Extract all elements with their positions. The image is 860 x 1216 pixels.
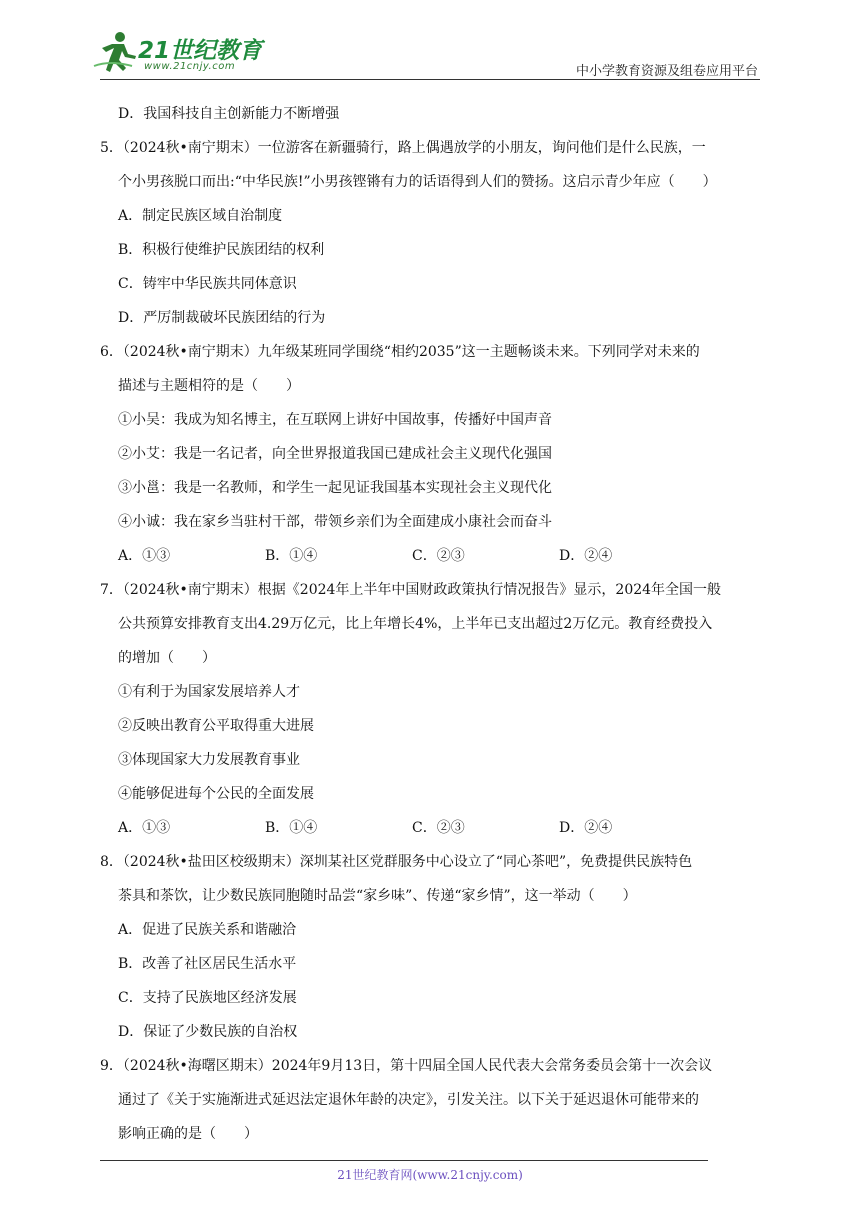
option-item: B．①④ — [265, 820, 318, 836]
text-line: ①有利于为国家发展培养人才 — [118, 684, 300, 700]
options-row — [100, 811, 768, 845]
text-line: B．改善了社区居民生活水平 — [118, 956, 297, 972]
question-stem-line: 9．（2024秋•海曙区期末）2024年9月13日，第十四届全国人民代表大会常务委员会第十一次会议 — [100, 1058, 713, 1074]
option-item: A．①③ — [118, 548, 171, 564]
option-item: A．①③ — [118, 820, 171, 836]
option-item: C．②③ — [412, 548, 465, 564]
options-row — [100, 539, 768, 573]
logo-url-text: www.21cnjy.com — [144, 61, 236, 72]
text-line: 影响正确的是（ ） — [118, 1126, 258, 1142]
text-line: D．我国科技自主创新能力不断增强 — [118, 106, 340, 122]
text-line: 个小男孩脱口而出:“中华民族!”小男孩铿锵有力的话语得到人们的赞扬。这启示青少年应（ ） — [118, 174, 717, 190]
text-line: ②反映出教育公平取得重大进展 — [118, 718, 314, 734]
footer-divider — [100, 1160, 708, 1161]
question-stem-line: 8．（2024秋•盐田区校级期末）深圳某社区党群服务中心设立了“同心茶吧”，免费提供民族特色 — [100, 854, 693, 870]
text-line: 的增加（ ） — [118, 650, 216, 666]
text-line: D．保证了少数民族的自治权 — [118, 1024, 298, 1040]
text-line: 通过了《关于实施渐进式延迟法定退休年龄的决定》，引发关注。以下关于延迟退休可能带来的 — [118, 1092, 699, 1108]
page-header — [0, 0, 860, 80]
text-line: D．严厉制裁破坏民族团结的行为 — [118, 310, 326, 326]
option-item: C．②③ — [412, 820, 465, 836]
runner-logo-icon — [92, 30, 140, 74]
option-item: D．②④ — [559, 548, 613, 564]
site-logo[interactable] — [92, 30, 272, 78]
option-item: D．②④ — [559, 820, 613, 836]
text-line: 公共预算安排教育支出4.29万亿元，比上年增长4%，上半年已支出超过2万亿元。教育经费投入 — [118, 616, 713, 632]
text-line: A．促进了民族关系和谐融洽 — [118, 922, 297, 938]
text-line: A．制定民族区域自治制度 — [118, 208, 283, 224]
text-line: ④能够促进每个公民的全面发展 — [118, 786, 314, 802]
text-line: ②小艾：我是一名记者，向全世界报道我国已建成社会主义现代化强国 — [118, 446, 552, 462]
header-divider — [100, 79, 760, 80]
text-line: ③体现国家大力发展教育事业 — [118, 752, 300, 768]
option-item: B．①④ — [265, 548, 318, 564]
text-line: ①小吴：我成为知名博主，在互联网上讲好中国故事，传播好中国声音 — [118, 412, 552, 428]
text-line: 茶具和茶饮，让少数民族同胞随时品尝“家乡味”、传递“家乡情”，这一举动（ ） — [118, 888, 637, 904]
footer-source[interactable]: 21世纪教育网(www.21cnjy.com) — [337, 1168, 523, 1182]
text-line: C．支持了民族地区经济发展 — [118, 990, 297, 1006]
text-line: ④小诚：我在家乡当驻村干部，带领乡亲们为全面建成小康社会而奋斗 — [118, 514, 552, 530]
question-stem-line: 6．（2024秋•南宁期末）九年级某班同学围绕“相约2035”这一主题畅谈未来。下列同学对未来的 — [100, 344, 700, 360]
question-stem-line: 7．（2024秋•南宁期末）根据《2024年上半年中国财政政策执行情况报告》显示，2024年全国一般 — [100, 582, 722, 598]
logo-brand-text: 21世纪教育 — [138, 38, 263, 64]
text-line: C．铸牢中华民族共同体意识 — [118, 276, 297, 292]
text-line: B．积极行使维护民族团结的权利 — [118, 242, 325, 258]
platform-title: 中小学教育资源及组卷应用平台 — [575, 64, 758, 79]
question-stem-line: 5．（2024秋•南宁期末）一位游客在新疆骑行，路上偶遇放学的小朋友，询问他们是什么民族，一 — [100, 140, 706, 156]
question-content — [100, 97, 768, 1151]
text-line: ③小邕：我是一名教师，和学生一起见证我国基本实现社会主义现代化 — [118, 480, 552, 496]
text-line: 描述与主题相符的是（ ） — [118, 378, 300, 394]
